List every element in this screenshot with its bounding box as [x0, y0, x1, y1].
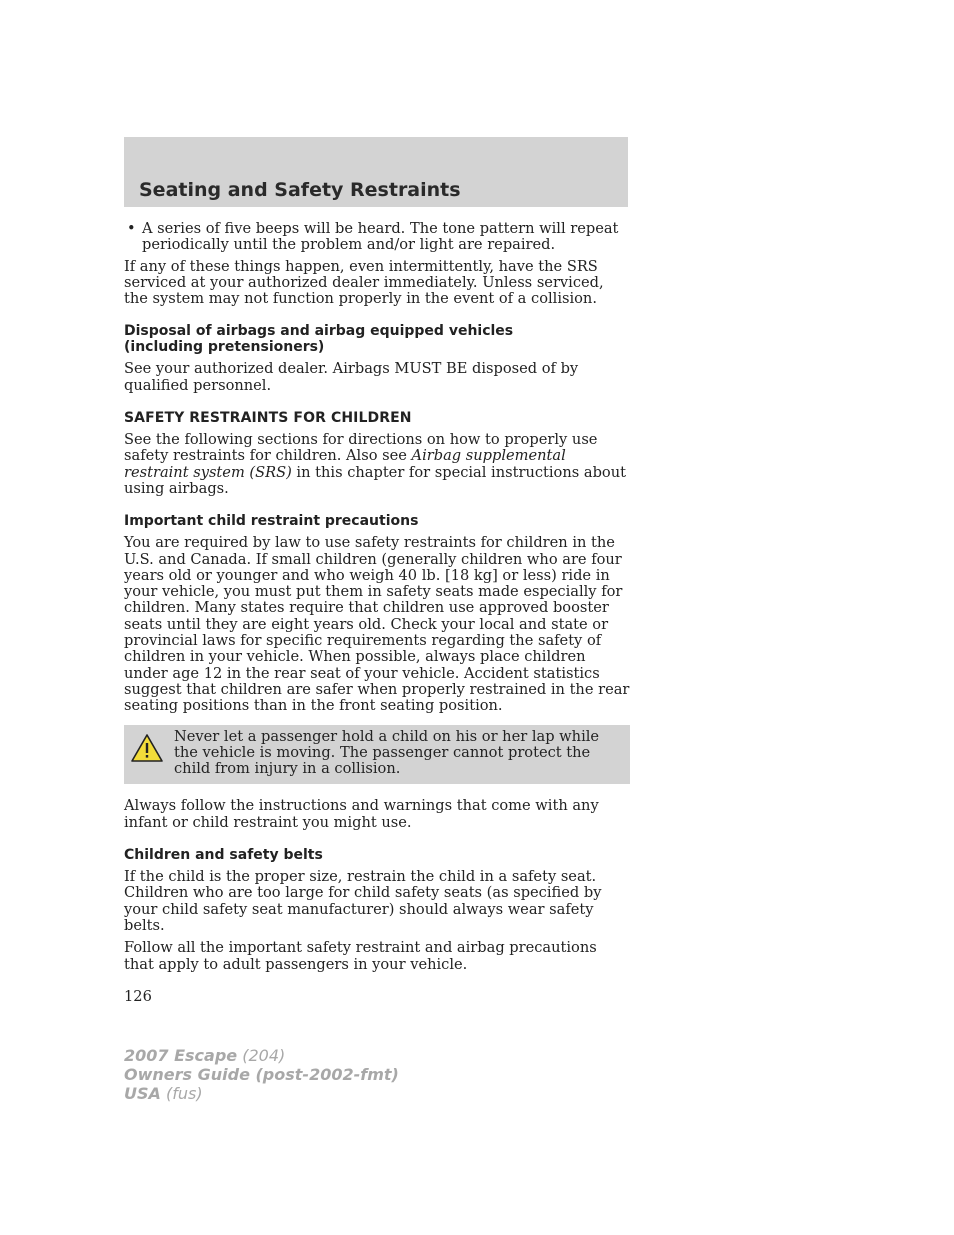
- belts-paragraph-1: If the child is the proper size, restrain the child in a safety seat. Children who are too large for child safety seats (as specified by your child safety seat manufacturer) should always wear safety belts.: [124, 868, 602, 934]
- disposal-heading: [124, 323, 630, 355]
- warning-box: [124, 725, 630, 785]
- disposal-paragraph: See your authorized dealer. Airbags MUST BE disposed of by qualified personnel.: [124, 360, 579, 394]
- srs-reference: Airbag supplemental restraint system (SRS): [124, 447, 566, 481]
- warning-text: Never let a passenger hold a child on his or her lap while the vehicle is moving. The passenger cannot protect the child from injury in a collision.: [174, 727, 600, 778]
- page-number: 126: [124, 987, 152, 1005]
- footer-guide: Owners Guide (post-2002-fmt): [124, 1065, 399, 1084]
- bullet-dot-icon: •: [127, 220, 136, 237]
- precautions-heading: Important child restraint precautions: [124, 513, 419, 530]
- children-text-after: in this chapter for special instructions about using airbags.: [124, 463, 626, 497]
- bullet-text: A series of five beeps will be heard. The tone pattern will repeat periodically until the problem and/or light are repaired.: [142, 220, 619, 254]
- belts-paragraph-2: Follow all the important safety restraint and airbag precautions that apply to adult passengers in your vehicle.: [124, 939, 597, 973]
- children-heading: SAFETY RESTRAINTS FOR CHILDREN: [124, 410, 412, 427]
- page-content: [124, 221, 630, 1005]
- footer-market-code: (fus): [160, 1084, 203, 1103]
- bullet-item: [124, 221, 630, 254]
- children-text-before: See the following sections for directions on how to properly use safety restraints for children. Also see: [124, 431, 598, 465]
- precautions-paragraph: You are required by law to use safety restraints for children in the U.S. and Canada. If small children (generally children who are four years old or younger and who weigh 40 lb. [18 kg] or less) ride in your vehicle, you must put them in safety seats made especially for children. Many states require that children use approved booster seats until they are eight years old. Check your local and state or provincial laws for specific requirements regarding the safety of children in your vehicle. When possible, always place children under age 12 in the rear seat of your vehicle. Accident statistics suggest that children are safer when properly restrained in the rear seating positions than in the front seating position.: [124, 534, 630, 715]
- follow-instructions-paragraph: Always follow the instructions and warnings that come with any infant or child restraint you might use.: [124, 797, 599, 831]
- warning-triangle-icon: [130, 733, 164, 763]
- section-title: Seating and Safety Restraints: [139, 179, 461, 201]
- section-header: [124, 137, 628, 207]
- footer-model: 2007 Escape: [124, 1046, 238, 1065]
- srs-service-paragraph: If any of these things happen, even intermittently, have the SRS serviced at your authorized dealer immediately. Unless serviced, the system may not function properly in the event of a collision.: [124, 257, 604, 308]
- disposal-heading-line2: (including pretensioners): [124, 339, 325, 356]
- document-footer: [124, 1046, 399, 1103]
- footer-market: USA: [124, 1084, 161, 1103]
- disposal-heading-line1: Disposal of airbags and airbag equipped vehicles: [124, 323, 514, 340]
- footer-model-code: (204): [237, 1046, 286, 1065]
- belts-heading: Children and safety belts: [124, 847, 323, 864]
- children-paragraph: [124, 432, 630, 497]
